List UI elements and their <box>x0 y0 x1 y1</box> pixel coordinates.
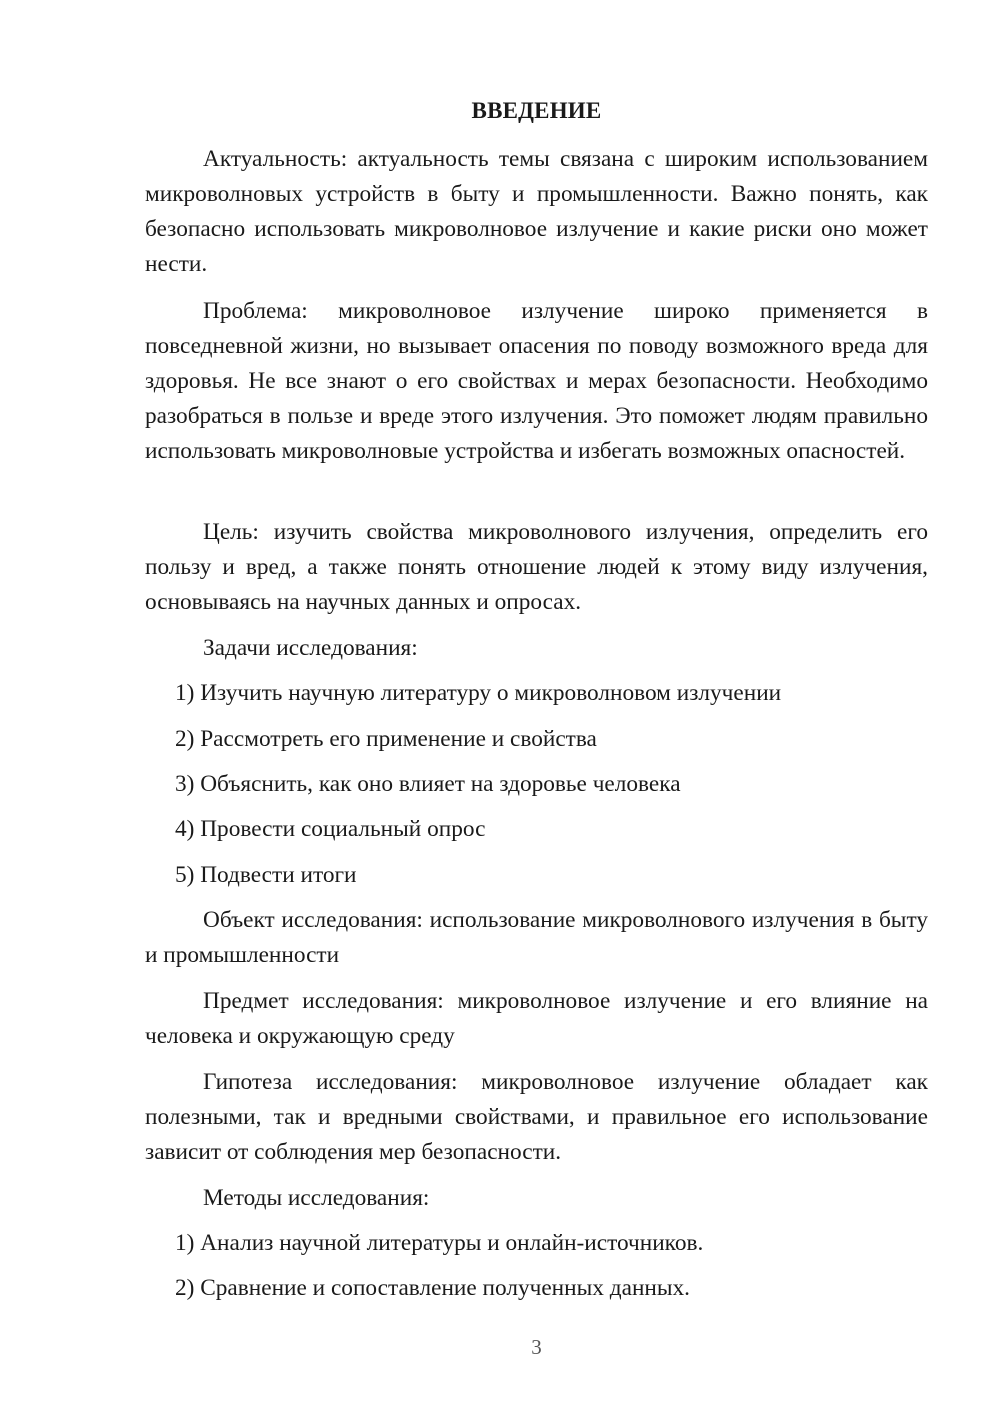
methods-heading: Методы исследования: <box>203 1185 430 1211</box>
goal-paragraph: Цель: изучить свойства микроволнового излучения, определить его пользу и вред, а также понять отношение людей к этому виду излучения, основываясь на научных данных и опросах. <box>145 519 928 615</box>
list-item: 3) Объяснить, как оно влияет на здоровье человека <box>175 771 681 797</box>
subject-paragraph: Предмет исследования: микроволновое излучение и его влияние на человека и окружающую среду <box>145 988 928 1049</box>
list-item: 2) Рассмотреть его применение и свойства <box>175 726 597 752</box>
document-page <box>145 0 928 1414</box>
tasks-heading: Задачи исследования: <box>203 635 418 661</box>
page-title: ВВЕДЕНИЕ <box>471 98 602 123</box>
page-number: 3 <box>531 1335 542 1359</box>
list-item: 1) Анализ научной литературы и онлайн-источников. <box>175 1230 704 1256</box>
hypothesis-paragraph: Гипотеза исследования: микроволновое излучение обладает как полезными, так и вредными свойствами, и правильное его использование зависит от соблюдения мер безопасности. <box>145 1069 928 1165</box>
list-item: 4) Провести социальный опрос <box>175 816 486 842</box>
list-item: 1) Изучить научную литературу о микроволновом излучении <box>175 680 782 706</box>
problem-paragraph: Проблема: микроволновое излучение широко применяется в повседневной жизни, но вызывает опасения по поводу возможного вреда для здоровья. Не все знают о его свойствах и мерах безопасности. Необходимо разобраться в пользе и вреде этого излучения. Это поможет людям правильно использовать микроволновые устройства и избегать возможных опасностей. <box>145 298 928 464</box>
list-item: 5) Подвести итоги <box>175 862 357 888</box>
list-item: 2) Сравнение и сопоставление полученных данных. <box>175 1275 690 1301</box>
object-paragraph: Объект исследования: использование микроволнового излучения в быту и промышленности <box>145 907 928 968</box>
relevance-paragraph: Актуальность: актуальность темы связана с широким использованием микроволновых устройств в быту и промышленности. Важно понять, как безопасно использовать микроволновое излучение и какие риски оно может нести. <box>145 146 928 277</box>
